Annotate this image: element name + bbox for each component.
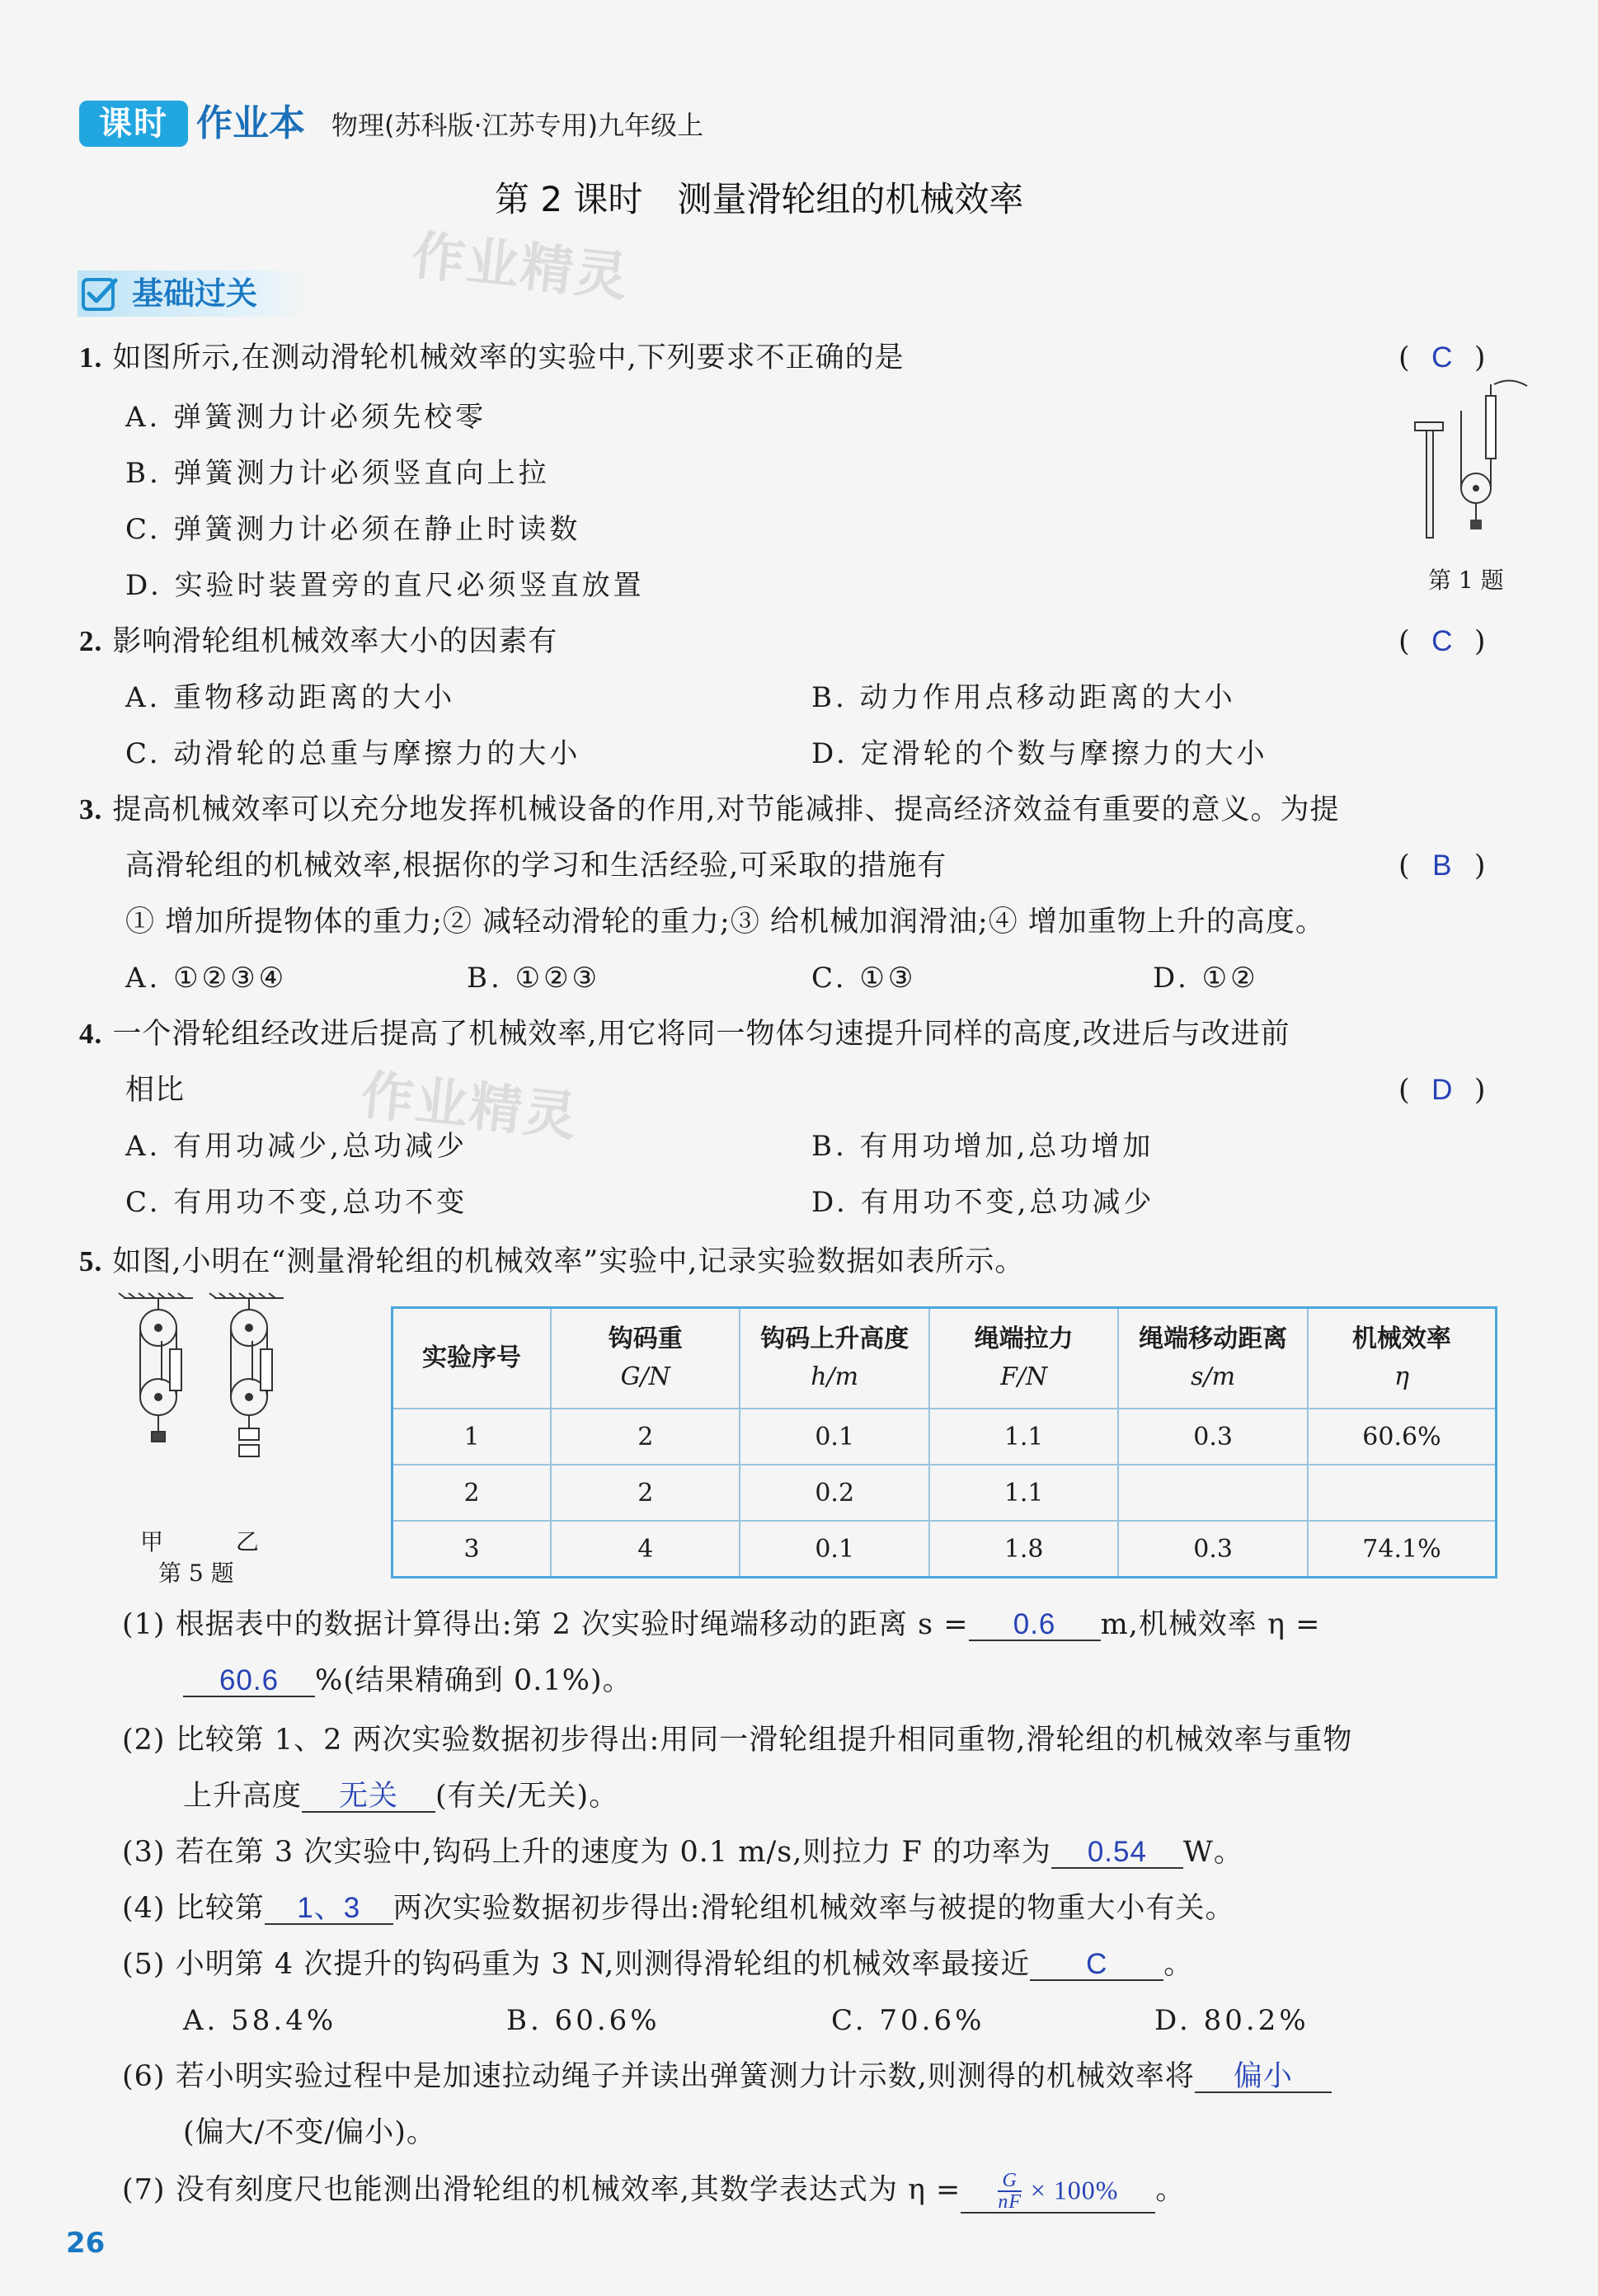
answer-bracket: ( C ) — [1398, 625, 1486, 658]
table-cell: 4 — [551, 1521, 740, 1578]
sub-question-6-cont: (偏大/不变/偏小)。 — [183, 2116, 436, 2149]
table-header: 绳端移动距离 s/m — [1118, 1308, 1307, 1409]
option-d: D. ①② — [1153, 962, 1259, 995]
option-b: B. 60.6% — [506, 2004, 660, 2037]
brand-name: 作业本 — [196, 102, 305, 144]
question-number: 4. — [79, 1018, 103, 1050]
table-header: 绳端拉力 F/N — [929, 1308, 1118, 1409]
table-cell: 1 — [392, 1409, 552, 1465]
question-3-stem — [79, 792, 1340, 828]
sub-question-4: (4) 比较第 1、3 两次实验数据初步得出:滑轮组机械效率与被提的物重大小有关。 — [122, 1892, 1235, 1925]
option-c: C. ①③ — [811, 962, 917, 995]
table-cell: 1.1 — [929, 1465, 1118, 1521]
option-a: A. ①②③④ — [125, 962, 288, 995]
question-text: 相比 — [125, 1074, 186, 1107]
option-b: B. ①②③ — [467, 962, 601, 995]
answer-blank: C — [1030, 1950, 1163, 1981]
answer-value: C — [1431, 341, 1453, 374]
table-header: 实验序号 — [392, 1308, 552, 1409]
question-text: 影响滑轮组机械效率大小的因素有 — [112, 625, 558, 658]
figure-label-yi: 乙 — [236, 1528, 260, 1555]
question-number: 3. — [79, 793, 103, 826]
figure-label-jia: 甲 — [140, 1528, 164, 1555]
table-cell — [1308, 1465, 1497, 1521]
pulley-figure-q5 — [115, 1292, 305, 1547]
answer-blank: 60.6 — [183, 1666, 315, 1697]
option-b: B. 弹簧测力计必须竖直向上拉 — [125, 457, 550, 490]
answer-bracket: ( D ) — [1398, 1074, 1486, 1107]
figure-caption: 第 5 题 — [158, 1560, 234, 1587]
answer-blank: 1、3 — [265, 1894, 393, 1925]
subject-label: 物理(苏科版·江苏专用)九年级上 — [331, 110, 704, 141]
fraction-numerator: G — [998, 2171, 1022, 2192]
section-title: 基础过关 — [132, 275, 258, 312]
table-header-row — [392, 1308, 1497, 1409]
table-cell: 74.1% — [1308, 1521, 1497, 1578]
table-cell: 0.3 — [1118, 1409, 1307, 1465]
answer-blank: 0.54 — [1051, 1837, 1183, 1869]
pulley-figure-q1 — [1412, 378, 1535, 543]
table-row — [392, 1465, 1497, 1521]
question-number: 1. — [79, 341, 103, 374]
table-row — [392, 1409, 1497, 1465]
answer-blank: 偏小 — [1195, 2062, 1332, 2093]
page-title: 第 2 课时 测量滑轮组的机械效率 — [495, 179, 1024, 219]
option-b: B. 有用功增加,总功增加 — [811, 1130, 1154, 1163]
table-cell: 2 — [551, 1465, 740, 1521]
section-banner — [78, 271, 308, 317]
option-a: A. 重物移动距离的大小 — [125, 681, 456, 714]
question-text: 提高机械效率可以充分地发挥机械设备的作用,对节能减排、提高经济效益有重要的意义。为提 — [112, 793, 1340, 826]
option-b: B. 动力作用点移动距离的大小 — [811, 681, 1236, 714]
question-text: 如图所示,在测动滑轮机械效率的实验中,下列要求不正确的是 — [112, 341, 905, 374]
table-cell: 0.3 — [1118, 1521, 1307, 1578]
table-cell: 2 — [392, 1465, 552, 1521]
table-cell: 1.1 — [929, 1409, 1118, 1465]
measures-list: ① 增加所提物体的重力;② 减轻动滑轮的重力;③ 给机械加润滑油;④ 增加重物上升的高度。 — [125, 906, 1325, 939]
question-text: 如图,小明在“测量滑轮组的机械效率”实验中,记录实验数据如表所示。 — [112, 1245, 1025, 1278]
table-header: 钩码上升高度 h/m — [740, 1308, 928, 1409]
data-table — [391, 1306, 1497, 1578]
answer-blank: 无关 — [302, 1781, 435, 1813]
sub-question-1: (1) 根据表中的数据计算得出:第 2 次实验时绳端移动的距离 s = 0.6 m,机械效率 η = — [122, 1608, 1321, 1641]
option-d: D. 80.2% — [1154, 2004, 1309, 2037]
header — [79, 97, 821, 150]
figure-caption: 第 1 题 — [1428, 567, 1504, 594]
table-header: 机械效率 η — [1308, 1308, 1497, 1409]
answer-value: B — [1432, 849, 1452, 882]
answer-bracket: ( C ) — [1398, 341, 1486, 374]
sub-question-2: (2) 比较第 1、2 两次实验数据初步得出:用同一滑轮组提升相同重物,滑轮组的机械效率与重物 — [122, 1724, 1353, 1757]
option-c: C. 弹簧测力计必须在静止时读数 — [125, 513, 581, 546]
question-4-stem — [79, 1016, 1290, 1052]
watermark: 作业精灵 — [358, 1065, 581, 1149]
question-5-stem — [79, 1244, 1024, 1280]
sub-question-3: (3) 若在第 3 次实验中,钩码上升的速度为 0.1 m/s,则拉力 F 的功率为 0.54 W。 — [122, 1836, 1243, 1869]
table-cell: 60.6% — [1308, 1409, 1497, 1465]
table-cell: 0.1 — [740, 1521, 928, 1578]
question-number: 2. — [79, 625, 103, 657]
option-d: D. 有用功不变,总功减少 — [811, 1186, 1155, 1219]
table-header: 钩码重 G/N — [551, 1308, 740, 1409]
table-cell: 3 — [392, 1521, 552, 1578]
answer-bracket: ( B ) — [1398, 849, 1486, 882]
sub-question-5: (5) 小明第 4 次提升的钩码重为 3 N,则测得滑轮组的机械效率最接近 C 。 — [122, 1948, 1194, 1981]
question-number: 5. — [79, 1245, 103, 1277]
question-2-stem — [79, 623, 557, 660]
answer-blank: 0.6 — [969, 1610, 1101, 1641]
option-a: A. 弹簧测力计必须先校零 — [125, 401, 487, 434]
table-cell: 0.2 — [740, 1465, 928, 1521]
watermark: 作业精灵 — [409, 225, 632, 309]
table-row — [392, 1521, 1497, 1578]
question-1-stem — [79, 340, 905, 376]
table-cell — [1118, 1465, 1307, 1521]
question-text: 一个滑轮组经改进后提高了机械效率,用它将同一物体匀速提升同样的高度,改进后与改进前 — [112, 1018, 1290, 1051]
option-c: C. 有用功不变,总功不变 — [125, 1186, 468, 1219]
option-c: C. 动滑轮的总重与摩擦力的大小 — [125, 737, 581, 770]
fraction-denominator: nF — [998, 2191, 1022, 2213]
logo-badge: 课时 — [79, 101, 188, 147]
sub-question-1-cont: 60.6 %(结果精确到 0.1%)。 — [183, 1663, 632, 1699]
answer-value: C — [1431, 625, 1453, 657]
option-a: A. 有用功减少,总功减少 — [125, 1130, 468, 1163]
answer-blank — [961, 2171, 1155, 2214]
sub-question-7: (7) 没有刻度尺也能测出滑轮组的机械效率,其数学表达式为 η = $\frac{G}{nF}$ × 100% 。 — [122, 2170, 1186, 2213]
sub-question-6: (6) 若小明实验过程中是加速拉动绳子并读出弹簧测力计示数,则测得的机械效率将 偏小 — [122, 2058, 1332, 2095]
table-cell: 0.1 — [740, 1409, 928, 1465]
checkbox-icon — [81, 275, 119, 313]
table-cell: 2 — [551, 1409, 740, 1465]
option-c: C. 70.6% — [831, 2004, 985, 2037]
table-cell: 1.8 — [929, 1521, 1118, 1578]
option-d: D. 实验时装置旁的直尺必须竖直放置 — [125, 569, 645, 602]
option-d: D. 定滑轮的个数与摩擦力的大小 — [811, 737, 1268, 770]
fraction-times: × 100% — [1030, 2175, 1119, 2205]
answer-value: D — [1431, 1074, 1453, 1106]
sub-question-2-cont: 上升高度 无关 (有关/无关)。 — [183, 1780, 619, 1813]
page-number: 26 — [66, 2227, 106, 2260]
option-a: A. 58.4% — [183, 2004, 337, 2037]
question-text: 高滑轮组的机械效率,根据你的学习和生活经验,可采取的措施有 — [125, 849, 947, 882]
